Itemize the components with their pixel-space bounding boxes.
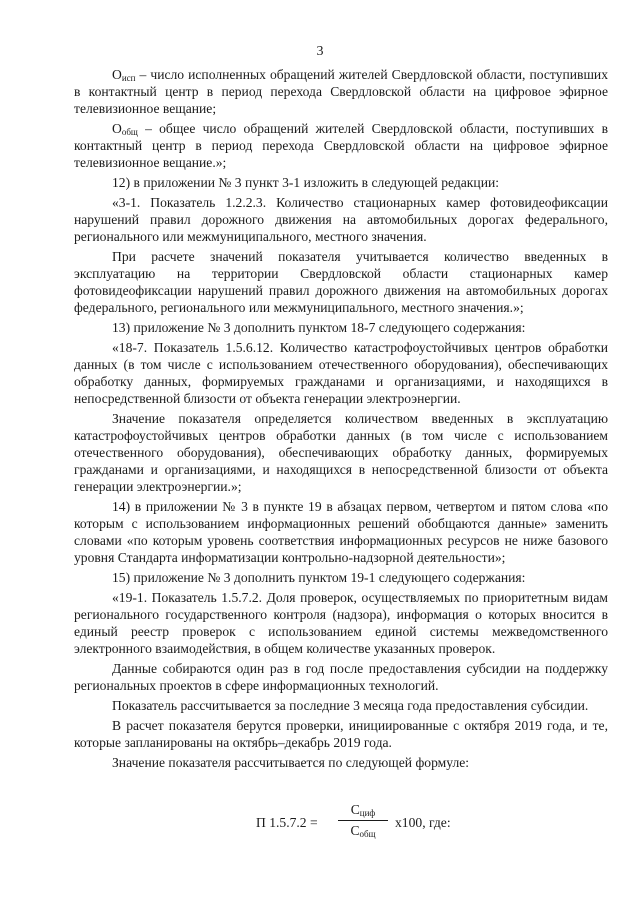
fraction-denominator: [338, 823, 388, 839]
numerator-subscript: циф: [359, 808, 376, 818]
formula-rhs: x100, где:: [395, 815, 451, 830]
paragraph: 14) в приложении № 3 в пункте 19 в абзацах первом, четвертом и пятом слова «по которым с использованием информационных решений обобщаются данные» заменить словами «по которым уровень соответствия информационных ресурсов не ниже базового уровня Стандарта информатизации контрольно-надзорной деятельности»;: [74, 499, 608, 565]
symbol-o: О: [112, 121, 122, 136]
paragraph: В расчет показателя берутся проверки, инициированные с октября 2019 года, и те, которые запланированы на октябрь–декабрь 2019 года.: [74, 718, 608, 750]
formula-fraction: [338, 802, 388, 839]
page-number: 3: [316, 44, 324, 59]
subscript-isp: исп: [121, 73, 136, 83]
paragraph: 15) приложение № 3 дополнить пунктом 19-1 следующего содержания:: [112, 570, 526, 585]
paragraph: Показатель рассчитывается за последние 3 месяца года предоставления субсидии.: [112, 698, 589, 713]
numerator-symbol: С: [350, 802, 360, 817]
definition-text: – число исполненных обращений жителей Свердловской области, поступивших в контактный центр в период перехода Свердловской области на цифровое эфирное телевизионное вещание;: [74, 67, 608, 116]
paragraph: Данные собираются один раз в год после предоставления субсидии на поддержку региональных проектов в сфере информационных технологий.: [74, 661, 608, 693]
document-body: [74, 66, 608, 771]
formula-lhs: П 1.5.7.2 =: [256, 815, 318, 830]
definition-o-isp: [74, 66, 608, 117]
paragraph: «3-1. Показатель 1.2.2.3. Количество стационарных камер фотовидеофиксации нарушений правил дорожного движения на автомобильных дорогах федерального, регионального или межмуниципального, местного значения.: [74, 195, 608, 244]
definition-text: – общее число обращений жителей Свердловской области, поступивших в контактный центр в период перехода Свердловской области на цифровое эфирное телевизионное вещание.»;: [74, 121, 608, 170]
definition-o-obshch: [74, 120, 608, 171]
formula: [0, 800, 640, 846]
paragraph: «18-7. Показатель 1.5.6.12. Количество катастрофоустойчивых центров обработки данных (в том числе с использованием отечественного оборудования), обеспечивающих обработку данных, формируемых гражданами и организациями, и находящихся в непосредственной близости от объекта генерации электроэнергии.: [74, 340, 608, 406]
denominator-symbol: С: [350, 823, 360, 838]
paragraph: Значение показателя рассчитывается по следующей формуле:: [112, 755, 470, 770]
subscript-obshch: общ: [121, 127, 138, 137]
denominator-subscript: общ: [359, 829, 376, 839]
paragraph: 12) в приложении № 3 пункт 3-1 изложить в следующей редакции:: [112, 175, 500, 190]
fraction-bar: [338, 820, 388, 821]
symbol-o: О: [112, 67, 122, 82]
paragraph: При расчете значений показателя учитывается количество введенных в эксплуатацию на территории Свердловской области стационарных камер фотовидеофиксации нарушений правил дорожного движения на автомобильных дорогах федерального, регионального или межмуниципального, местного значения.»;: [74, 249, 608, 315]
fraction-numerator: [338, 802, 388, 818]
paragraph: «19-1. Показатель 1.5.7.2. Доля проверок, осуществляемых по приоритетным видам регионального государственного контроля (надзора), информация о которых вносится в единый реестр проверок с использованием единой системы межведомственного электронного взаимодействия, в общем количестве указанных проверок.: [74, 590, 608, 656]
paragraph: 13) приложение № 3 дополнить пунктом 18-7 следующего содержания:: [112, 320, 526, 335]
paragraph: Значение показателя определяется количеством введенных в эксплуатацию катастрофоустойчивых центров обработки данных (в том числе с использованием отечественного оборудования), обеспечивающих обработку данных, формируемых гражданами и организациями, и находящихся в непосредственной близости от объекта генерации электроэнергии.»;: [74, 411, 608, 494]
